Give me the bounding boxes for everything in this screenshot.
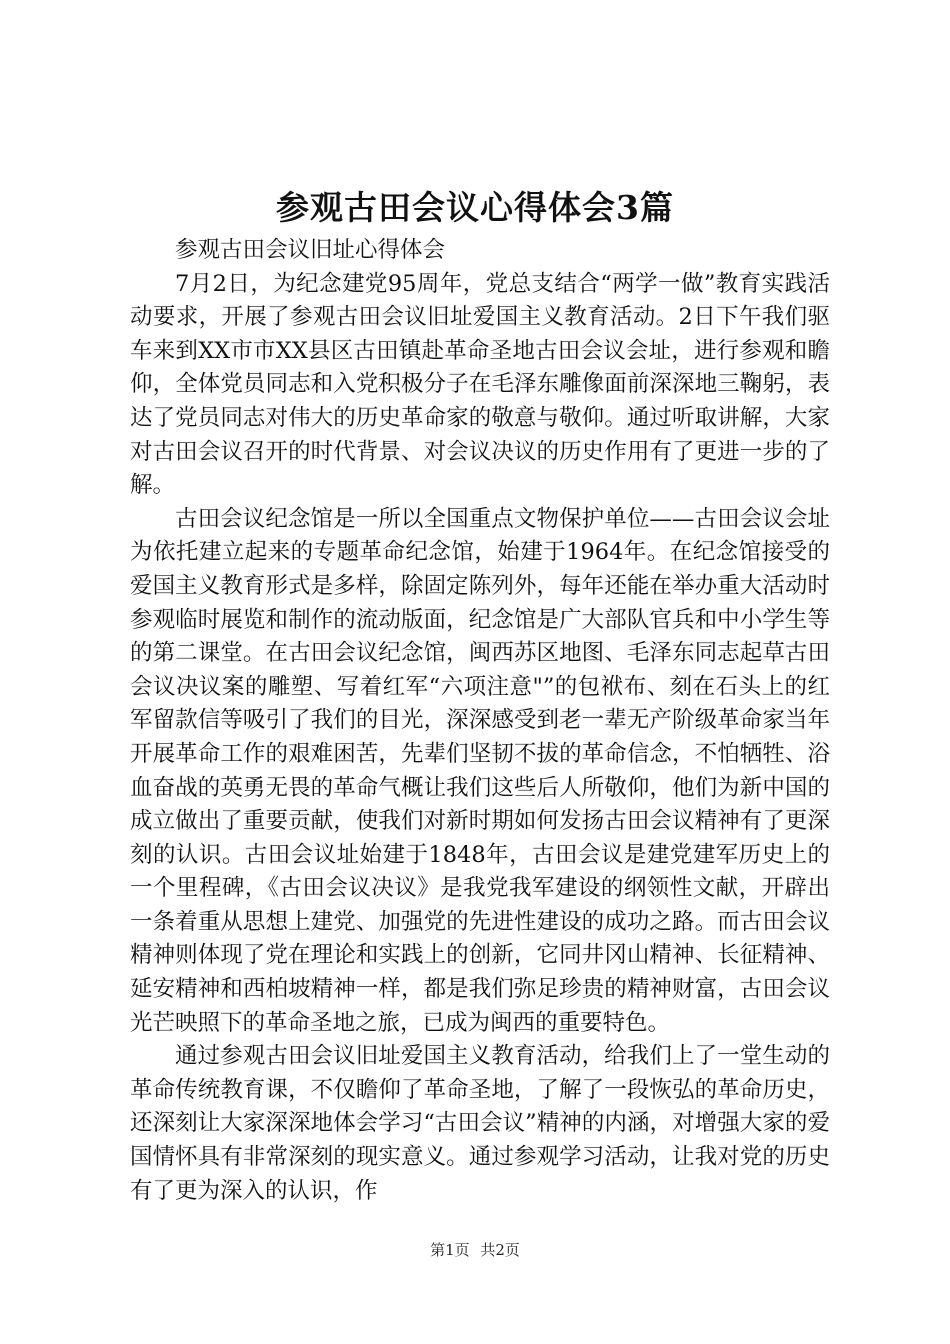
page-number: 第1页 <box>430 1241 470 1259</box>
paragraph-3: 通过参观古田会议旧址爱国主义教育活动，给我们上了一堂生动的革命传统教育课，不仅瞻仰了革命圣地，了解了一段恢弘的革命历史，还深刻让大家深深地体会学习“古田会议”精神的内涵，对增强大家的爱国情怀具有非常深刻的现实意义。通过参观学习活动，让我对党的历史有了更为深入的认识，作 <box>130 1043 830 1204</box>
paragraph-1: 7月2日，为纪念建党95周年，党总支结合“两学一做”教育实践活动要求，开展了参观古田会议旧址爱国主义教育活动。2日下午我们驱车来到XX市市XX县区古田镇赴革命圣地古田会议会址，进行参观和瞻仰，全体党员同志和入党积极分子在毛泽东雕像面前深深地三鞠躬，表达了党员同志对伟大的历史革命家的敬意与敬仰。通过听取讲解，大家对古田会议召开的时代背景、对会议决议的历史作用有了更进一步的了解。 <box>130 270 830 499</box>
document-body <box>130 234 830 1208</box>
paragraph-subtitle: 参观古田会议旧址心得体会 <box>175 237 446 263</box>
document-title: 参观古田会议心得体会3篇 <box>276 188 674 227</box>
paragraph-2: 古田会议纪念馆是一所以全国重点文物保护单位——古田会议会址为依托建立起来的专题革命纪念馆，始建于1964年。在纪念馆接受的爱国主义教育形式是多样，除固定陈列外，每年还能在举办重大活动时参观临时展览和制作的流动版面，纪念馆是广大部队官兵和中小学生等的第二课堂。在古田会议纪念馆，闽西苏区地图、毛泽东同志起草古田会议决议案的雕塑、写着红军“六项注意"”的包袱布、刻在石头上的红军留款信等吸引了我们的目光，深深感受到老一辈无产阶级革命家当年开展革命工作的艰难困苦，先辈们坚韧不拔的革命信念，不怕牺牲、浴血奋战的英勇无畏的革命气概让我们这些后人所敬仰，他们为新中国的成立做出了重要贡献，使我们对新时期如何发扬古田会议精神有了更深刻的认识。古田会议址始建于1848年，古田会议是建党建军历史上的一个里程碑，《古田会议决议》是我党我军建设的纲领性文献，开辟出一条着重从思想上建党、加强党的先进性建设的成功之路。而古田会议精神则体现了党在理论和实践上的创新，它同井冈山精神、长征精神、延安精神和西柏坡精神一样，都是我们弥足珍贵的精神财富，古田会议光芒映照下的革命圣地之旅，已成为闽西的重要特色。 <box>130 505 830 1036</box>
page-total: 共2页 <box>480 1241 520 1259</box>
page-footer <box>0 1240 950 1260</box>
